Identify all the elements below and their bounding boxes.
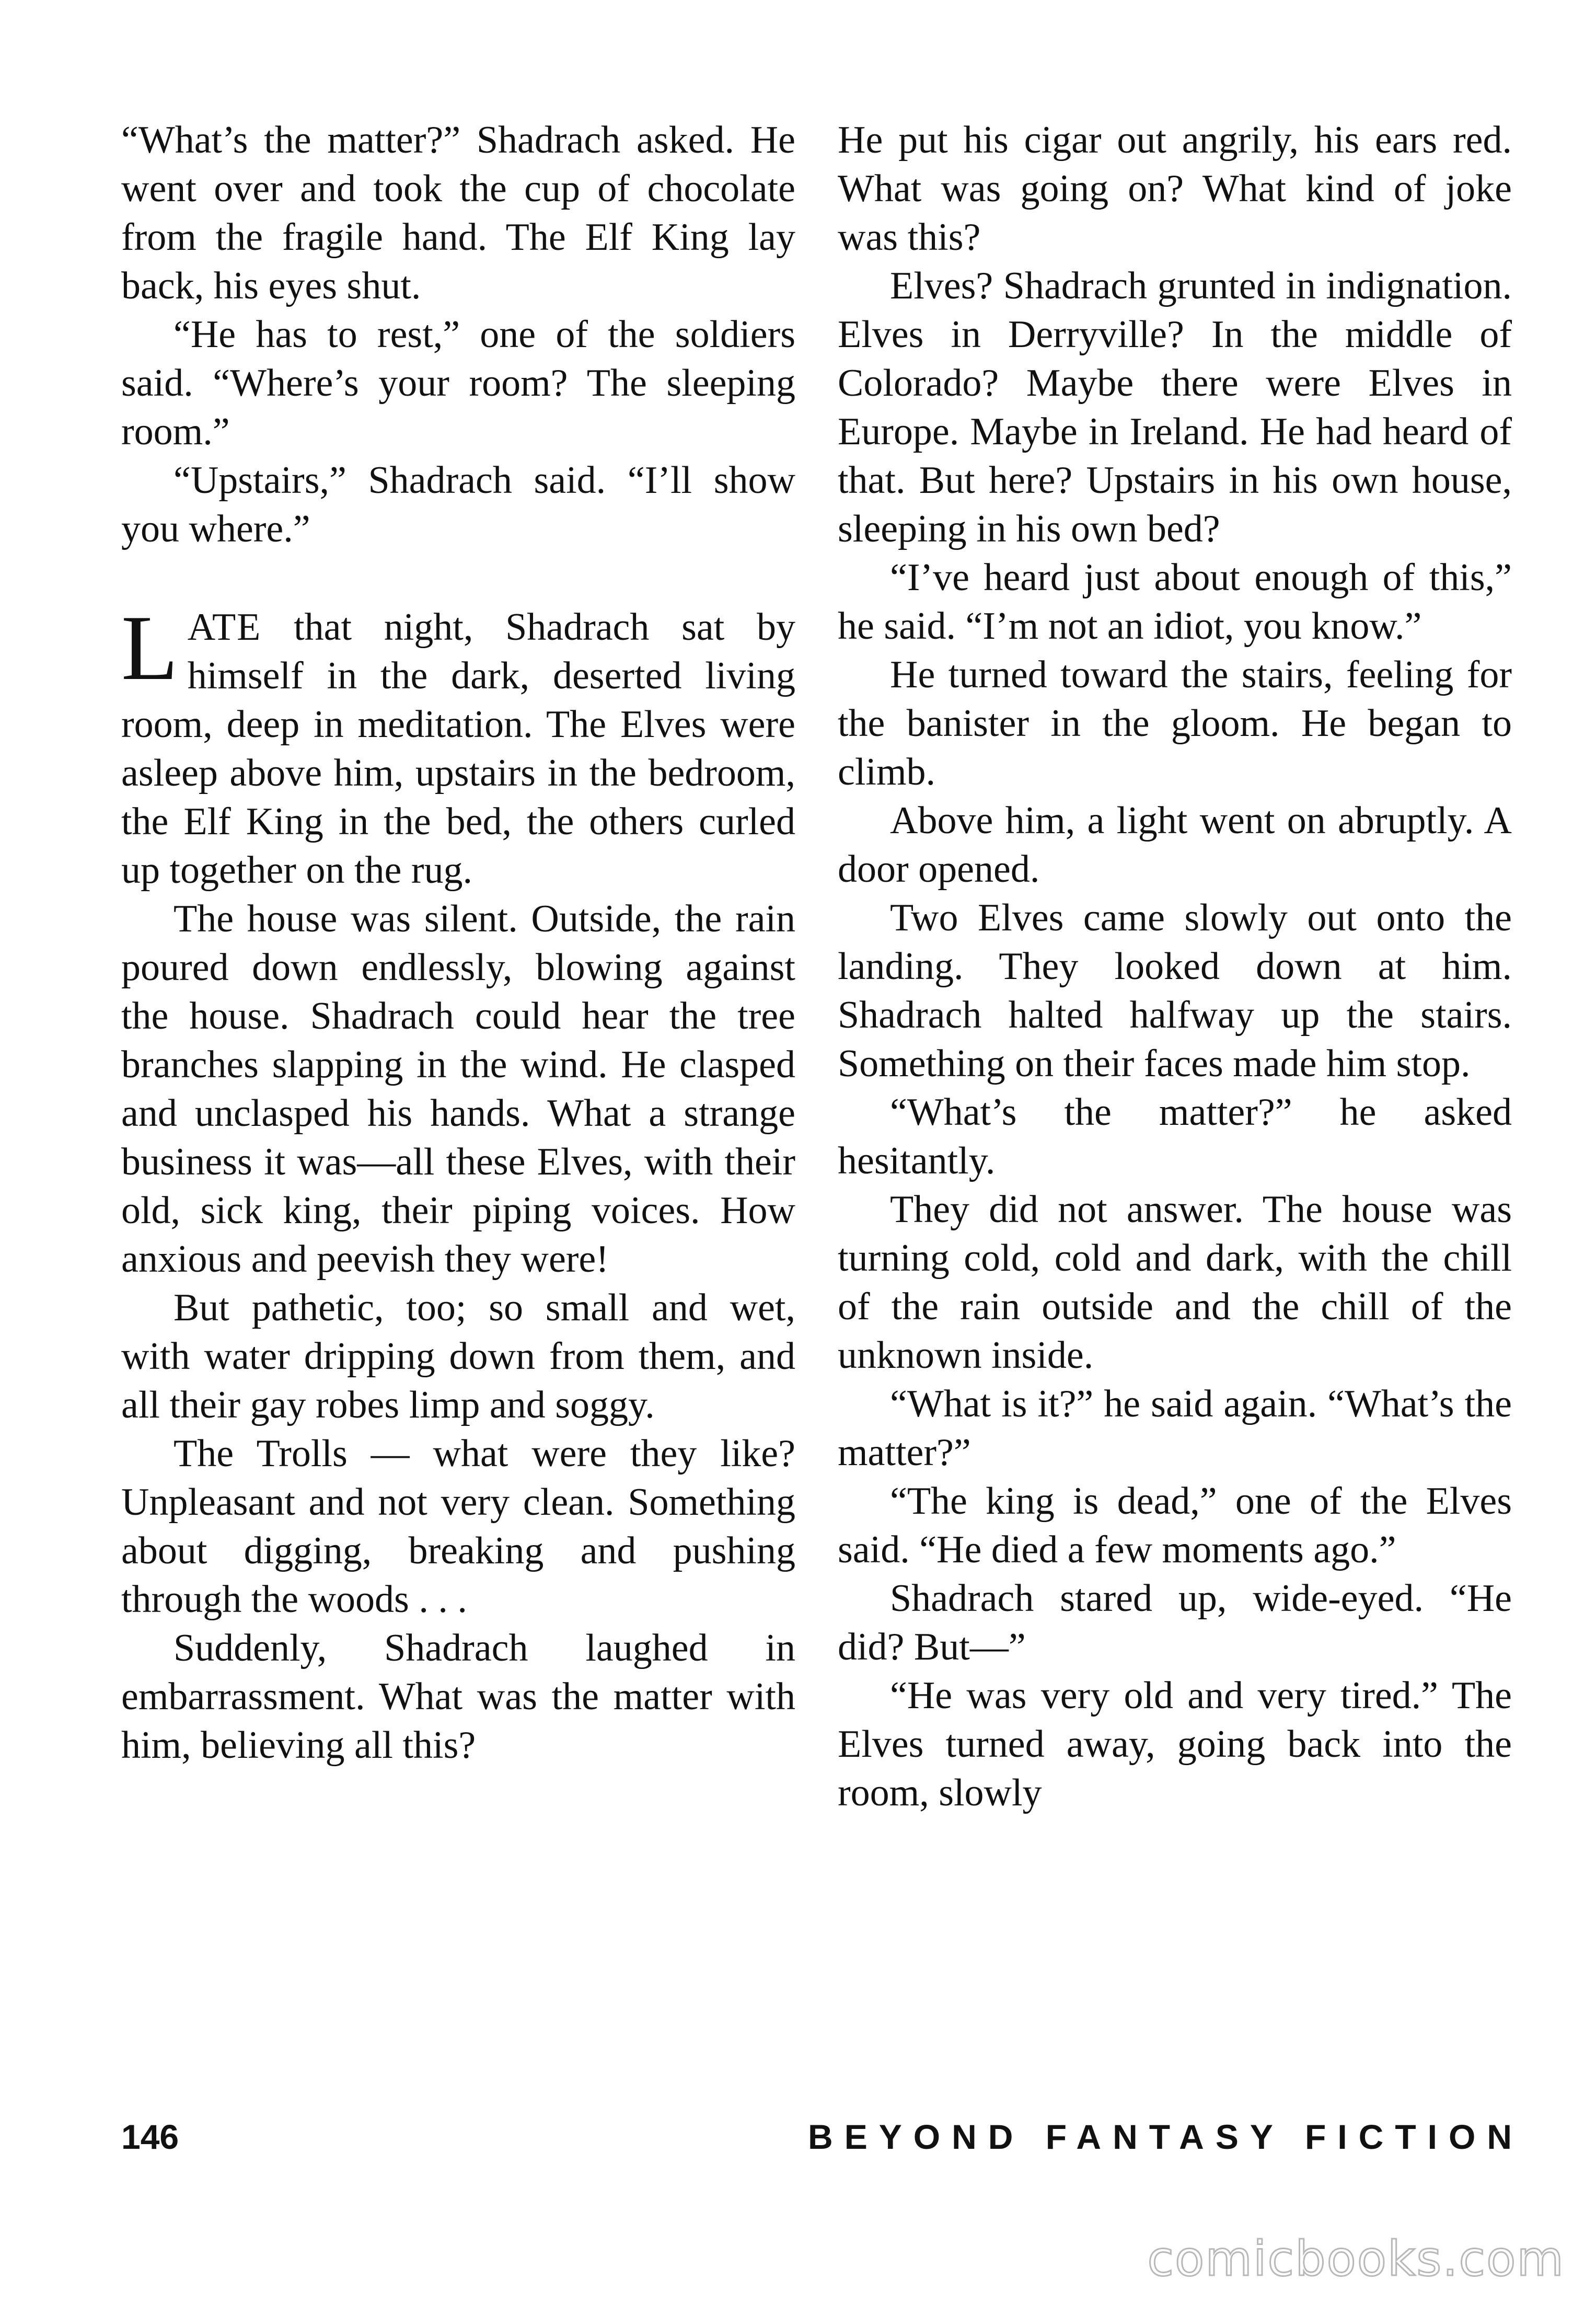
paragraph: He turned toward the stairs, feeling for the banister in the gloom. He began to climb.: [838, 653, 1512, 793]
paragraph: Two Elves came slowly out onto the landing. They looked down at him. Shadrach halted halfway up the stairs. Something on their faces made him stop.: [838, 896, 1512, 1085]
lead-in-word: ATE: [187, 606, 262, 649]
paragraph: Elves? Shadrach grunted in indignation. Elves in Derryville? In the middle of Colorado? Maybe there were Elves in Europe. Maybe in Ireland. He had heard of that. But here? Upstairs in his own house, sleeping in his own bed?: [838, 264, 1512, 550]
paragraph: Above him, a light went on abruptly. A door opened.: [838, 799, 1512, 891]
left-column: [121, 116, 795, 1770]
drop-cap: L: [121, 596, 178, 699]
paragraph: Shadrach stared up, wide-eyed. “He did? But—”: [838, 1577, 1512, 1668]
paragraph: The house was silent. Outside, the rain poured down endlessly, blowing against the house. Shadrach could hear the tree branches slapping in the wind. He clasped and unclasped his hands. What a strange business it was—all these Elves, with their old, sick king, their piping voices. How anxious and peevish they were!: [121, 897, 795, 1281]
paragraph: They did not answer. The house was turning cold, cold and dark, with the chill of the rain outside and the chill of the unknown inside.: [838, 1188, 1512, 1377]
paragraph: “The king is dead,” one of the Elves said. “He died a few moments ago.”: [838, 1480, 1512, 1571]
paragraph: “He has to rest,” one of the soldiers said. “Where’s your room? The sleeping room.”: [121, 313, 795, 453]
paragraph: But pathetic, too; so small and wet, with water dripping down from them, and all their gay robes limp and soggy.: [121, 1286, 795, 1426]
paragraph: “Upstairs,” Shadrach said. “I’ll show you where.”: [121, 459, 795, 550]
paragraph: “What is it?” he said again. “What’s the matter?”: [838, 1383, 1512, 1474]
paragraph: He put his cigar out angrily, his ears red. What was going on? What kind of joke was this?: [838, 119, 1512, 259]
paragraph-text: that night, Shadrach sat by himself in the dark, deserted living room, deep in meditation. The Elves were asleep above him, upstairs in the bedroom, the Elf King in the bed, the others curled up together on the rug.: [121, 606, 795, 892]
watermark: comicbooks.com: [1147, 2231, 1565, 2287]
page-number: 146: [121, 2117, 179, 2156]
right-column: [838, 116, 1512, 1817]
running-title: BEYOND FANTASY FICTION: [808, 2117, 1523, 2156]
paragraph: The Trolls — what were they like? Unpleasant and not very clean. Something about digging, breaking and pushing through the woods . . .: [121, 1432, 795, 1621]
paragraph: Suddenly, Shadrach laughed in embarrassment. What was the matter with him, believing all this?: [121, 1627, 795, 1767]
section-opening-paragraph: [121, 596, 795, 895]
paragraph: “I’ve heard just about enough of this,” he said. “I’m not an idiot, you know.”: [838, 556, 1512, 648]
page-footer: [121, 2117, 1523, 2169]
paragraph: “What’s the matter?” he asked hesitantly.: [838, 1091, 1512, 1182]
paragraph: “What’s the matter?” Shadrach asked. He went over and took the cup of chocolate from the fragile hand. The Elf King lay back, his eyes shut.: [121, 119, 795, 307]
paragraph: “He was very old and very tired.” The Elves turned away, going back into the room, slowly: [838, 1674, 1512, 1814]
